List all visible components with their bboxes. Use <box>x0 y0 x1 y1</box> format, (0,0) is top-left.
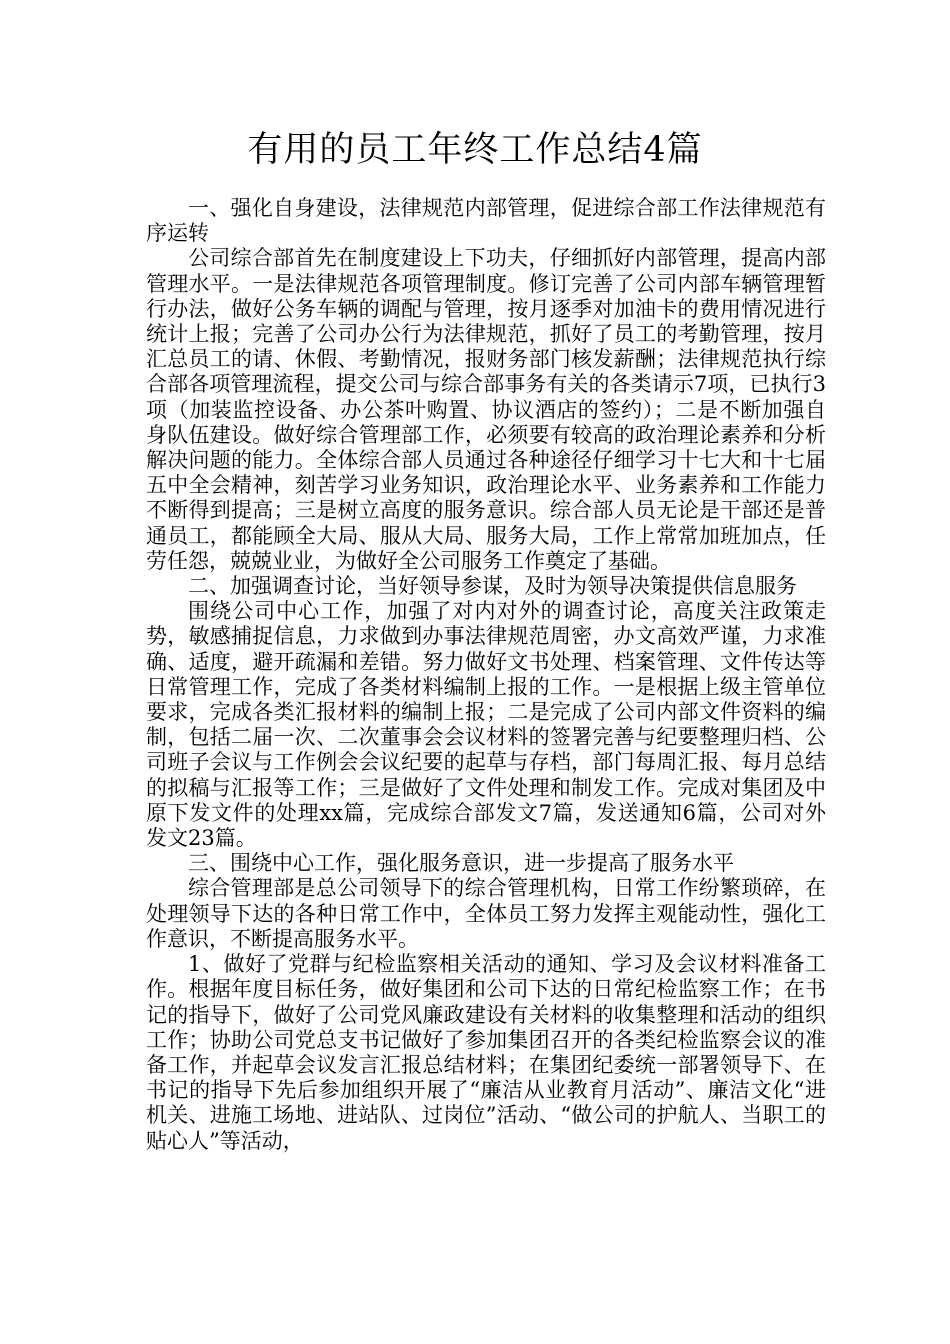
body-paragraph-1: 公司综合部首先在制度建设上下功夫，仔细抓好内部管理，提高内部管理水平。一是法律规范各项管理制度。修订完善了公司内部车辆管理暂行办法，做好公务车辆的调配与管理，按月逐季对加油卡的费用情况进行统计上报；完善了公司办公行为法律规范，抓好了员工的考勤管理，按月汇总员工的请、休假、考勤情况，报财务部门核发薪酬；法律规范执行综合部各项管理流程，提交公司与综合部事务有关的各类请示7项，已执行3项（加装监控设备、办公茶叶购置、协议酒店的签约）；二是不断加强自身队伍建设。做好综合管理部工作，必须要有较高的政治理论素养和分析解决问题的能力。全体综合部人员通过各种途径仔细学习十七大和十七届五中全会精神，刻苦学习业务知识，政治理论水平、业务素养和工作能力不断得到提高；三是树立高度的服务意识。综合部人员无论是干部还是普通员工，都能顾全大局、服从大局、服务大局，工作上常常加班加点，任劳任怨，兢兢业业，为做好全公司服务工作奠定了基础。 <box>146 246 826 573</box>
body-paragraph-4: 1、做好了党群与纪检监察相关活动的通知、学习及会议材料准备工作。根据年度目标任务，做好集团和公司下达的日常纪检监察工作；在书记的指导下，做好了公司党风廉政建设有关材料的收集整理和活动的组织工作；协助公司党总支书记做好了参加集团召开的各类纪检监察会议的准备工作，并起草会议发言汇报总结材料；在集团纪委统一部署领导下、在书记的指导下先后参加组织开展了“廉洁从业教育月活动”、廉洁文化“进机关、进施工场地、进站队、过岗位”活动、“做公司的护航人、当职工的贴心人”等活动， <box>146 952 826 1153</box>
section-heading-3: 三、围绕中心工作，强化服务意识，进一步提高了服务水平 <box>188 851 734 876</box>
section-heading-2: 二、加强调查讨论，当好领导参谋，及时为领导决策提供信息服务 <box>188 574 797 599</box>
document-body <box>146 196 826 1154</box>
section-heading-1: 一、强化自身建设，法律规范内部管理，促进综合部工作法律规范有序运转 <box>146 196 826 246</box>
document-title: 有用的员工年终工作总结4篇 <box>247 130 703 170</box>
body-paragraph-3: 综合管理部是总公司领导下的综合管理机构，日常工作纷繁琐碎，在处理领导下达的各种日常工作中，全体员工努力发挥主观能动性，强化工作意识，不断提高服务水平。 <box>146 876 826 951</box>
body-paragraph-2: 围绕公司中心工作，加强了对内对外的调查讨论，高度关注政策走势，敏感捕捉信息，力求做到办事法律规范周密，办文高效严谨，力求准确、适度，避开疏漏和差错。努力做好文书处理、档案管理、文件传达等日常管理工作，完成了各类材料编制上报的工作。一是根据上级主管单位要求，完成各类汇报材料的编制上报；二是完成了公司内部文件资料的编制，包括二届一次、二次董事会会议材料的签署完善与纪要整理归档、公司班子会议与工作例会会议纪要的起草与存档，部门每周汇报、每月总结的拟稿与汇报等工作；三是做好了文件处理和制发工作。完成对集团及中原下发文件的处理xx篇，完成综合部发文7篇，发送通知6篇，公司对外发文23篇。 <box>146 599 826 851</box>
